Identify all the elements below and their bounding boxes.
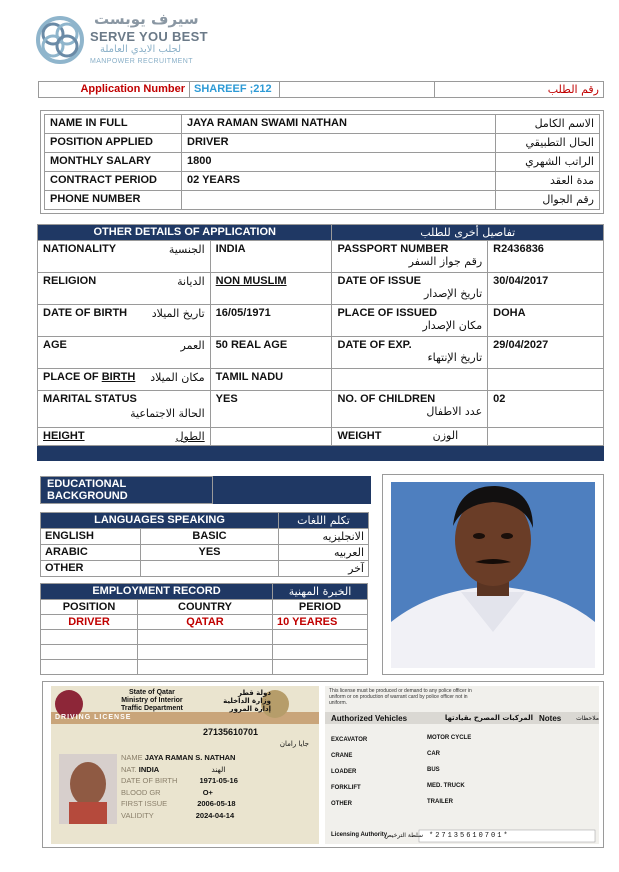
other-details-table [37,224,604,461]
applicant-photo [391,482,595,668]
language-row [41,529,369,545]
details-right-label [332,428,488,446]
info-row [45,172,600,191]
language-level: YES [141,545,279,561]
info-value: DRIVER [182,134,496,153]
education-header: EDUCATIONAL BACKGROUND [41,477,213,504]
education-table [40,476,371,504]
info-value: 02 YEARS [182,172,496,191]
license-authorized-vehicles-ar: المركبات المصرح بقيادتها [444,714,533,722]
info-label: PHONE NUMBER [45,191,182,210]
employment-country [138,645,273,660]
license-vehicle-right: CAR [427,751,440,757]
details-left-label-ar: الحالة الاجتماعية [130,407,205,420]
license-vehicles-right [427,730,471,810]
license-dept-ar: إدارة المرور [229,705,271,713]
language-name: OTHER [41,561,141,577]
company-logo-icon [34,14,86,66]
license-number: 27135610701 [203,727,259,737]
details-right-label [332,391,488,428]
languages-table [40,512,369,577]
license-authority-ar: سلطة الترخيص [384,832,423,839]
details-row [38,428,604,446]
details-left-value: 16/05/1971 [210,305,332,337]
details-row [38,391,604,428]
application-number-row [38,81,604,98]
employment-country [138,660,273,675]
license-notice: This license must be produced or demand to any police officer in uniform or on production of warrant card by police officer not in uniform. [329,688,472,706]
license-validity: 2024-04-14 [195,810,235,820]
details-right-label-ar: رقم جواز السفر [408,255,483,268]
language-name-ar: الانجليزيه [279,529,369,545]
info-label: CONTRACT PERIOD [45,172,182,191]
logo-name-ar: سيرف يوبست [94,10,199,28]
license-dob: 1971-05-16 [199,776,238,785]
details-left-label-ar: تاريخ الميلاد [151,307,205,320]
license-vehicle-right: BUS [427,767,440,773]
license-name: JAYA RAMAN S. NATHAN [144,753,236,762]
logo-tagline-en: MANPOWER RECRUITMENT [90,58,193,65]
employment-position [41,660,138,675]
details-right-label-ar: تاريخ الإصدار [423,287,483,300]
license-nationality: INDIA [138,764,160,774]
details-left-label-ar: الديانة [177,275,205,288]
employment-header: EMPLOYMENT RECORD [41,584,273,600]
details-footer-bar [38,446,604,461]
info-label-ar: الراتب الشهري [496,153,600,172]
languages-header-ar: تكلم اللغات [279,513,369,529]
details-right-value [488,428,604,446]
logo-name-en: SERVE YOU BEST [90,29,208,44]
license-blood: O+ [202,787,213,797]
license-vehicle-right: MOTOR CYCLE [427,735,472,741]
license-authority: Licensing Authority [331,832,388,838]
applicant-photo-frame [382,474,604,675]
employment-period [273,630,368,645]
details-right-value: R2436836 [488,241,604,273]
details-row [38,305,604,337]
license-nat-label: NAT. [121,764,137,774]
license-fields [121,752,238,821]
language-row [41,545,369,561]
language-level: BASIC [141,529,279,545]
details-left-label-en: DATE OF BIRTH [43,307,128,319]
license-vehicle-left: CRANE [331,753,353,759]
personal-info-section [40,110,604,214]
info-row [45,134,600,153]
application-number-value: SHAREEF ;212 [190,82,280,98]
details-right-value: 02 [488,391,604,428]
details-right-value: 29/04/2027 [488,337,604,369]
info-row [45,191,600,210]
details-left-value: NON MUSLIM [210,273,332,305]
license-ministry-ar: وزارة الداخلية [223,697,271,705]
application-number-blank [280,82,435,98]
info-value: 1800 [182,153,496,172]
language-name: ENGLISH [41,529,141,545]
details-left-label [38,337,211,369]
details-left-label-ar: العمر [180,339,205,352]
application-number-label: Application Number [39,82,190,98]
info-label: POSITION APPLIED [45,134,182,153]
details-right-value [488,369,604,391]
info-label-ar: الحال التطبيقي [496,134,600,153]
details-left-label [38,305,211,337]
details-right-label [332,241,488,273]
details-left-label-ar: الجنسية [168,243,205,256]
employment-position: DRIVER [41,615,138,630]
license-state-en: State of Qatar [128,689,175,696]
license-nationality-ar: الهند [211,764,226,774]
license-first-issue: 2006-05-18 [197,799,236,808]
details-row [38,369,604,391]
employment-country [138,630,273,645]
language-level [141,561,279,577]
details-left-label-ar: مكان الميلاد [150,371,205,384]
details-left-label-en: MARITAL STATUS [43,393,137,405]
license-notes-ar: ملاحظات [576,715,599,722]
details-left-label [38,391,211,428]
details-left-label [38,428,211,446]
info-value [182,191,496,210]
language-name-ar: آخر [279,561,369,577]
details-right-value: 30/04/2017 [488,273,604,305]
other-details-header-ar: تفاصيل أخرى للطلب [332,225,604,241]
details-left-label-en: NATIONALITY [43,243,117,255]
license-vehicle-left: OTHER [331,801,352,807]
employment-country: QATAR [138,615,273,630]
details-row [38,273,604,305]
employment-period: 10 YEARES [273,615,368,630]
details-left-value: TAMIL NADU [210,369,332,391]
details-right-label [332,337,488,369]
license-authorized-vehicles: Authorized Vehicles [331,714,408,723]
license-vehicle-left: FORKLIFT [331,785,361,791]
license-vehicle-right: MED. TRUCK [427,783,465,789]
license-blood-label: BLOOD GR [121,787,161,797]
info-value: JAYA RAMAN SWAMI NATHAN [182,115,496,134]
employment-period [273,660,368,675]
details-right-label [332,369,488,391]
details-right-label-ar: عدد الاطفال [426,405,483,418]
info-label: MONTHLY SALARY [45,153,182,172]
employment-col-period: PERIOD [273,600,368,615]
info-label-ar: الاسم الكامل [496,115,600,134]
details-row [38,241,604,273]
application-number-label-ar: رقم الطلب [435,82,604,98]
license-notes: Notes [539,714,562,723]
details-right-value: DOHA [488,305,604,337]
license-issuer-en [121,689,183,713]
details-right-label [332,305,488,337]
details-left-label-en: PLACE OF [43,371,99,383]
license-holder-ar: جايا رامان [279,740,309,748]
details-right-label-ar: الوزن [432,429,459,442]
employment-row [41,660,368,675]
employment-col-position: POSITION [41,600,138,615]
info-label: NAME IN FULL [45,115,182,134]
employment-row [41,645,368,660]
details-right-label-en: NO. OF CHILDREN [337,393,436,405]
info-label-ar: رقم الجوال [496,191,600,210]
details-right-label-en: PASSPORT NUMBER [337,243,449,255]
logo-tagline-ar: لجلب الايدي العاملة [100,44,182,55]
info-row [45,153,600,172]
license-validity-label: VALIDITY [121,810,154,820]
details-left-value [210,428,332,446]
info-row [45,115,600,134]
employment-row [41,630,368,645]
employment-row [41,615,368,630]
languages-header: LANGUAGES SPEAKING [41,513,279,529]
license-vehicles-left [331,732,367,812]
details-right-label-en: DATE OF EXP. [337,339,412,351]
language-name: ARABIC [41,545,141,561]
license-banner: DRIVING LICENSE [55,714,132,721]
details-right-label-en: PLACE OF ISSUED [337,307,438,319]
details-left-label-en: RELIGION [43,275,97,287]
education-header-fill [213,477,371,504]
license-first-issue-label: FIRST ISSUE [121,799,168,808]
details-right-label-en: DATE OF ISSUE [337,275,421,287]
details-left-label [38,273,211,305]
employment-position [41,645,138,660]
employment-position [41,630,138,645]
details-left-label-en: HEIGHT [43,430,85,442]
license-name-label: NAME [121,753,143,762]
driving-license-scan [42,681,604,848]
employment-table [40,583,368,675]
license-vehicle-right: TRAILER [427,799,453,805]
license-ministry-en: Ministry of Interior [121,697,183,704]
employment-header-ar: الخبرة المهنية [273,584,368,600]
employment-col-country: COUNTRY [138,600,273,615]
language-row [41,561,369,577]
license-vehicle-left: EXCAVATOR [331,737,368,743]
details-left-label [38,369,211,391]
employment-period [273,645,368,660]
details-left-value: INDIA [210,241,332,273]
details-left-value: YES [210,391,332,428]
details-right-label [332,273,488,305]
details-left-label-ar: الطول [175,430,205,443]
details-right-label-en: WEIGHT [337,430,382,442]
personal-info-table [44,114,600,210]
details-row [38,337,604,369]
details-left-label [38,241,211,273]
details-right-label-ar: تاريخ الإنتهاء [427,351,483,364]
language-name-ar: العربيه [279,545,369,561]
details-right-label-ar: مكان الإصدار [422,319,483,332]
license-barcode: *27135610701* [429,832,510,840]
license-vehicle-left: LOADER [331,769,357,775]
license-dept-en: Traffic Department [121,705,183,712]
info-label-ar: مدة العقد [496,172,600,191]
license-dob-label: DATE OF BIRTH [121,776,178,785]
license-issuer-ar [209,689,271,713]
details-left-label-en: AGE [43,339,67,351]
education-section [40,476,370,675]
license-state-ar: دولة قطر [237,689,271,697]
other-details-header: OTHER DETAILS OF APPLICATION [38,225,332,241]
details-left-value: 50 REAL AGE [210,337,332,369]
details-left-label-en-u: BIRTH [101,371,136,383]
